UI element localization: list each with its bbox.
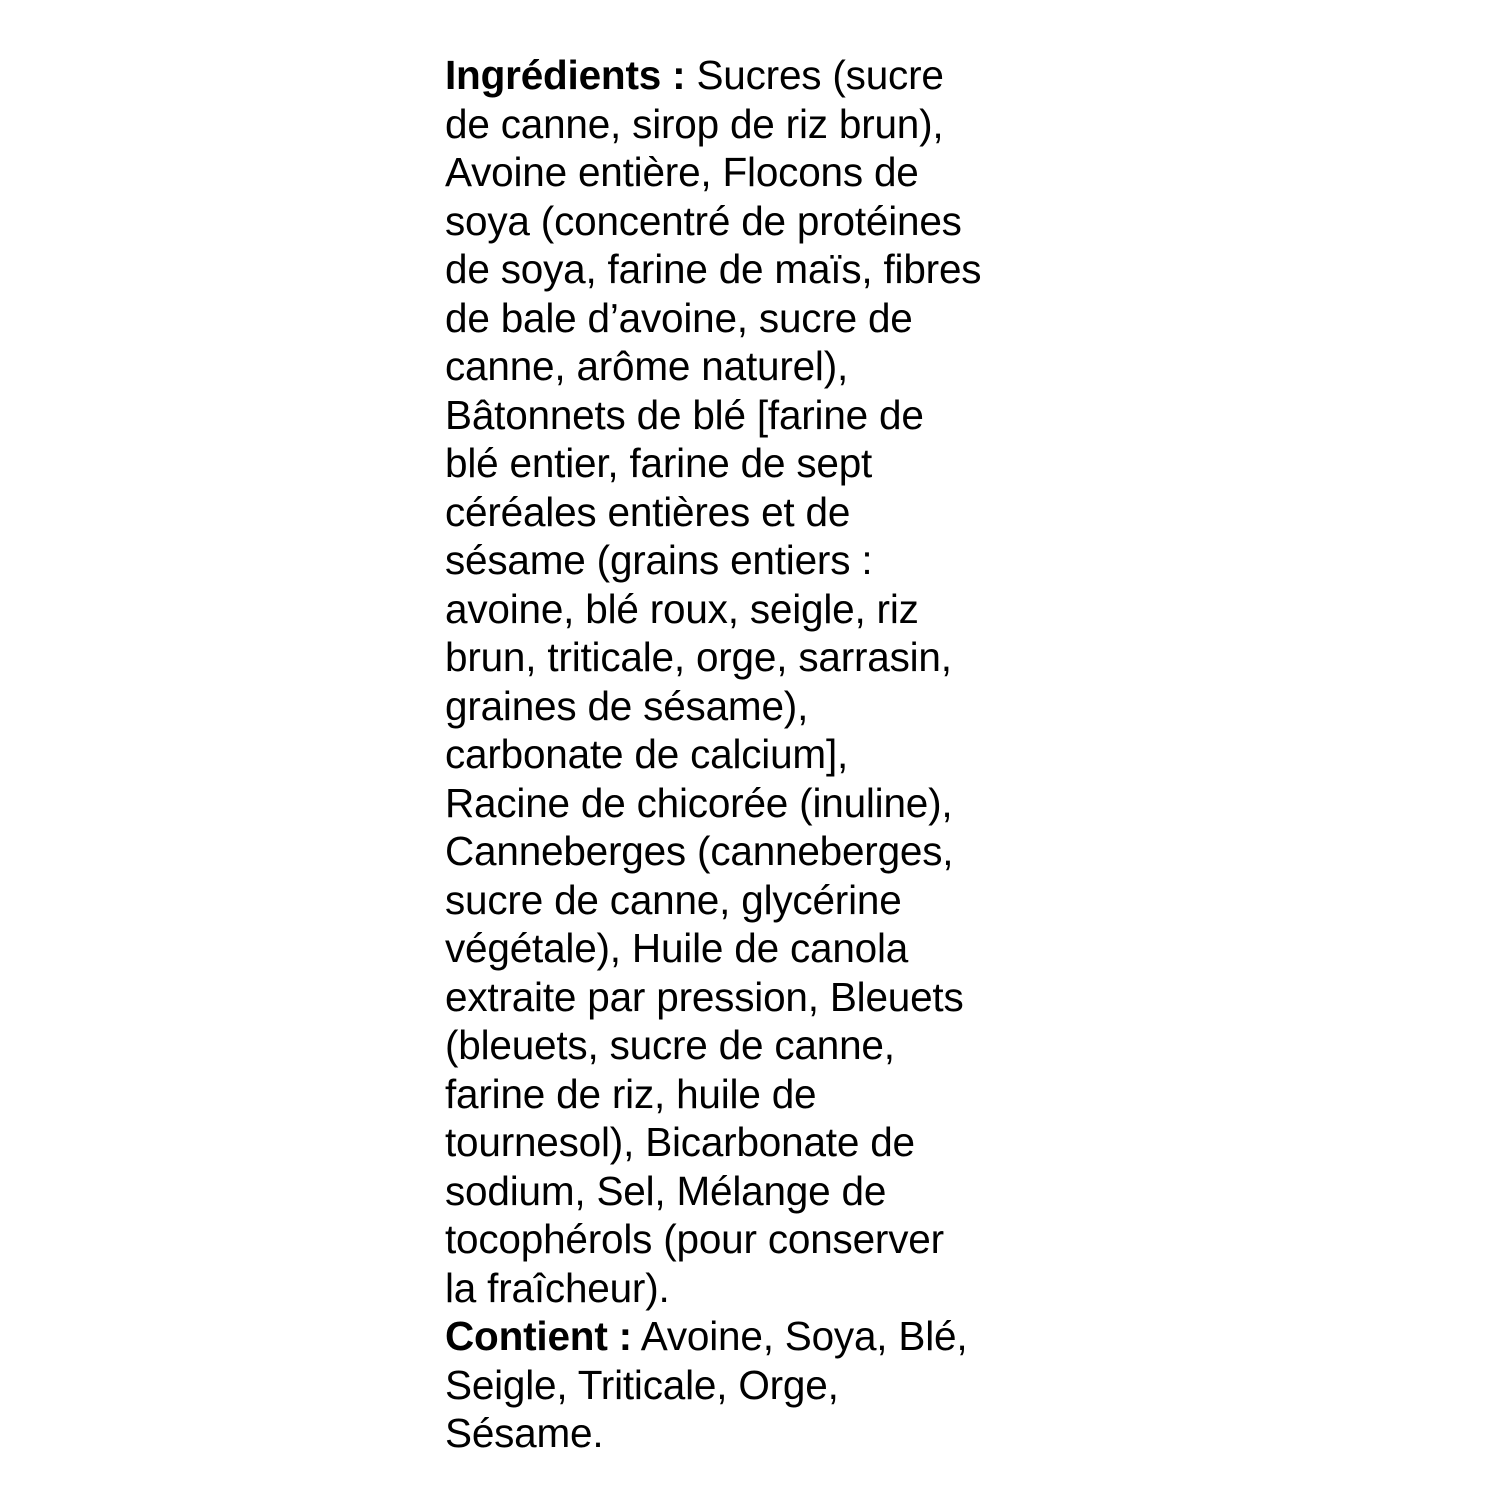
- ingredients-line: avoine, blé roux, seigle, riz: [445, 585, 919, 632]
- ingredients-line: (bleuets, sucre de canne,: [445, 1022, 895, 1068]
- ingredients-heading: Ingrédients :: [445, 52, 686, 98]
- ingredients-panel: [445, 51, 1065, 1458]
- ingredients-line: sucre de canne, glycérine: [445, 876, 902, 923]
- ingredients-line: graines de sésame),: [445, 682, 809, 729]
- ingredients-line: de canne, sirop de riz brun),: [445, 100, 944, 147]
- ingredients-line: Bâtonnets de blé [farine de: [445, 391, 924, 438]
- ingredients-line: céréales entières et de: [445, 488, 851, 535]
- ingredients-line: sodium, Sel, Mélange de: [445, 1167, 887, 1214]
- contains-line: Sésame.: [445, 1410, 604, 1456]
- ingredients-line: [445, 51, 1065, 100]
- ingredients-line: farine de riz, huile de: [445, 1070, 817, 1117]
- contains-line: Seigle, Triticale, Orge,: [445, 1361, 839, 1408]
- ingredients-line: Avoine entière, Flocons de: [445, 149, 919, 195]
- ingredients-line: Canneberges (canneberges,: [445, 828, 954, 874]
- ingredients-text: Sucres (sucre: [685, 52, 944, 98]
- contains-heading: Contient :: [445, 1313, 632, 1359]
- ingredients-line: la fraîcheur).: [445, 1264, 670, 1311]
- ingredients-line: brun, triticale, orge, sarrasin,: [445, 634, 952, 680]
- ingredients-line: blé entier, farine de sept: [445, 440, 873, 486]
- ingredients-line: soya (concentré de protéines: [445, 197, 962, 244]
- ingredients-line: tournesol), Bicarbonate de: [445, 1119, 915, 1165]
- ingredients-line: tocophérols (pour conserver: [445, 1216, 944, 1262]
- ingredients-line: de soya, farine de maïs, fibres: [445, 246, 982, 292]
- ingredients-line: de bale d’avoine, sucre de: [445, 294, 913, 341]
- ingredients-line: Racine de chicorée (inuline),: [445, 779, 953, 826]
- contains-line: [445, 1312, 1065, 1361]
- ingredients-line: canne, arôme naturel),: [445, 343, 849, 389]
- ingredients-line: sésame (grains entiers :: [445, 537, 873, 583]
- ingredients-line: extraite par pression, Bleuets: [445, 973, 964, 1020]
- ingredients-line: carbonate de calcium],: [445, 731, 849, 777]
- ingredients-line: végétale), Huile de canola: [445, 925, 909, 971]
- contains-text: Avoine, Soya, Blé,: [631, 1313, 968, 1359]
